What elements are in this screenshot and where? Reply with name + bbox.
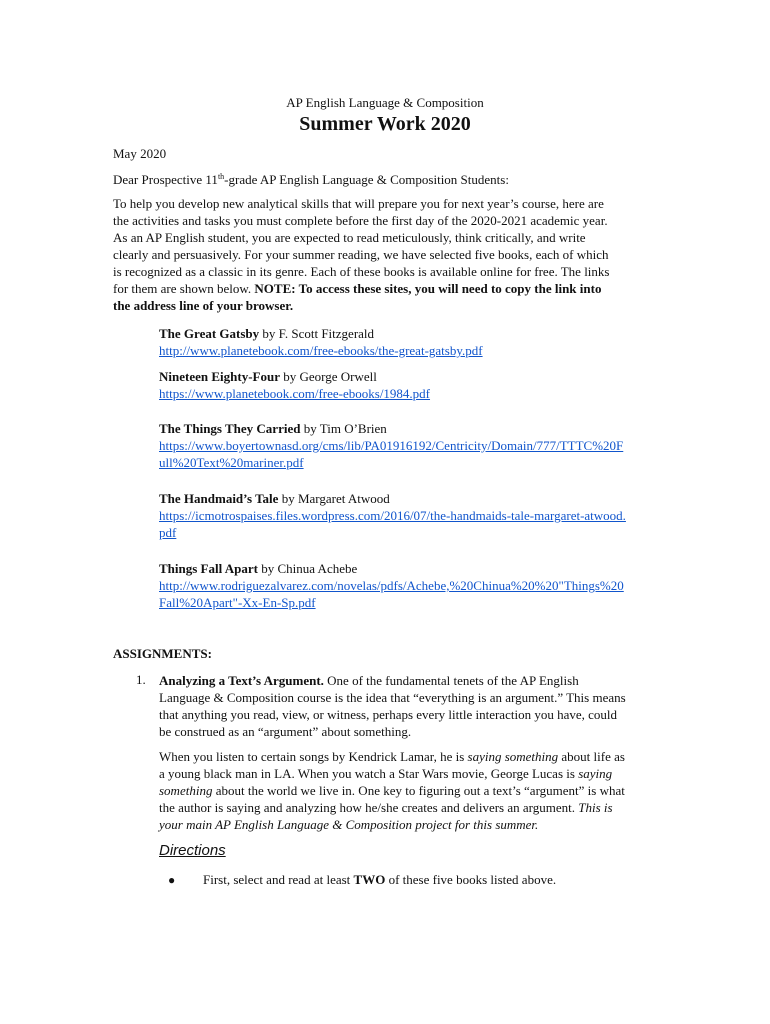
assignment-line: your main AP English Language & Composition project for this summer. [159, 817, 539, 832]
bold-text-run: TWO [353, 872, 386, 887]
assignment-paragraph-2 [159, 748, 625, 833]
italic-text-run: saying [578, 766, 613, 781]
text-run: When you listen to certain songs by Kendrick Lamar, he is [159, 749, 468, 764]
book-entry-things-they-carried [159, 420, 623, 471]
assignment-line [159, 672, 626, 689]
course-name: AP English Language & Composition [286, 95, 484, 110]
directions-heading: Directions [159, 842, 226, 859]
book-link[interactable]: https://www.planetebook.com/free-ebooks/1984.pdf [159, 386, 431, 401]
intro-line: is recognized as a classic in its genre. Each of these books is available online for free. The links [113, 264, 610, 279]
book-link-continued[interactable]: pdf [159, 525, 177, 540]
salutation [113, 172, 509, 188]
salutation-suffix: -grade AP English Language & Composition Students: [224, 172, 509, 187]
italic-text-run: something [159, 783, 213, 798]
intro-line: clearly and persuasively. For your summer reading, we have selected five books, each of which [113, 247, 609, 262]
italic-text-run: This is [578, 800, 613, 815]
assignment-title: Analyzing a Text’s Argument. [159, 673, 324, 688]
text-run: the author is saying and analyzing how he/she creates and delivers an argument. [159, 800, 579, 815]
list-number: 1. [136, 672, 146, 687]
book-entry-things-fall-apart [159, 560, 624, 611]
book-author: by F. Scott Fitzgerald [259, 326, 375, 341]
assignment-paragraph-1 [159, 672, 626, 740]
assignment-line: that anything you read, view, or witness, perhaps every little interaction you have, could [159, 707, 617, 722]
book-link-continued[interactable]: Fall%20Apart"-Xx-En-Sp.pdf [159, 595, 316, 610]
page-title: Summer Work 2020 [299, 113, 471, 135]
assignment-text: One of the fundamental tenets of the AP English [323, 673, 579, 688]
text-run: a young black man in LA. When you watch a Star Wars movie, George Lucas is [159, 766, 579, 781]
book-link[interactable]: http://www.rodriguezalvarez.com/novelas/pdfs/Achebe,%20Chinua%20%20"Things%20 [159, 578, 624, 593]
assignments-heading: ASSIGNMENTS: [113, 646, 212, 661]
intro-line: the activities and tasks you must complete before the first day of the 2020-2021 academic year. [113, 213, 608, 228]
book-author: by George Orwell [279, 369, 377, 384]
text-run: about life as [558, 749, 625, 764]
book-title: The Things They Carried [159, 421, 301, 436]
intro-line: As an AP English student, you are expected to read meticulously, think critically, and write [113, 230, 586, 245]
book-author: by Chinua Achebe [257, 561, 358, 576]
book-author: by Margaret Atwood [278, 491, 390, 506]
salutation-ordinal: th [217, 172, 225, 181]
italic-text-run: saying something [467, 749, 559, 764]
book-link[interactable]: http://www.planetebook.com/free-ebooks/the-great-gatsby.pdf [159, 343, 483, 358]
letter-date: May 2020 [113, 146, 167, 161]
intro-note: NOTE: To access these sites, you will need to copy the link into [254, 281, 602, 296]
book-heading [159, 325, 483, 342]
intro-line: To help you develop new analytical skills that will prepare you for next year’s course, here are [113, 196, 604, 211]
assignment-line [159, 799, 625, 816]
assignment-line: be construed as an “argument” about something. [159, 724, 412, 739]
assignment-line [159, 765, 625, 782]
book-title: The Handmaid’s Tale [159, 491, 279, 506]
intro-plain-text: for them are shown below. [113, 281, 255, 296]
book-heading [159, 560, 624, 577]
book-heading [159, 490, 626, 507]
book-entry-great-gatsby [159, 325, 483, 359]
book-link[interactable]: https://icmotrospaises.files.wordpress.com/2016/07/the-handmaids-tale-margaret-atwood. [159, 508, 626, 523]
salutation-prefix: Dear Prospective 11 [113, 172, 218, 187]
book-link[interactable]: https://www.boyertownasd.org/cms/lib/PA01916192/Centricity/Domain/777/TTTC%20F [159, 438, 624, 453]
assignment-line [159, 782, 625, 799]
assignment-line [159, 748, 625, 765]
assignment-line: Language & Composition course is the idea that “everything is an argument.” This means [159, 690, 626, 705]
bullet-icon: ● [168, 873, 176, 887]
book-author: by Tim O’Brien [300, 421, 387, 436]
directions-bullet-item [203, 872, 556, 888]
intro-note-continued: the address line of your browser. [113, 298, 294, 313]
book-title: Nineteen Eighty-Four [159, 369, 280, 384]
text-run: First, select and read at least [203, 872, 354, 887]
book-title: The Great Gatsby [159, 326, 260, 341]
text-run: of these five books listed above. [385, 872, 557, 887]
intro-line [113, 280, 609, 297]
book-heading [159, 420, 623, 437]
intro-paragraph [113, 195, 609, 314]
text-run: about the world we live in. One key to figuring out a text’s “argument” is what [212, 783, 625, 798]
book-title: Things Fall Apart [159, 561, 258, 576]
book-heading [159, 368, 430, 385]
book-link-continued[interactable]: ull%20Text%20mariner.pdf [159, 455, 304, 470]
book-entry-handmaids-tale [159, 490, 626, 541]
book-entry-nineteen-eighty-four [159, 368, 430, 402]
